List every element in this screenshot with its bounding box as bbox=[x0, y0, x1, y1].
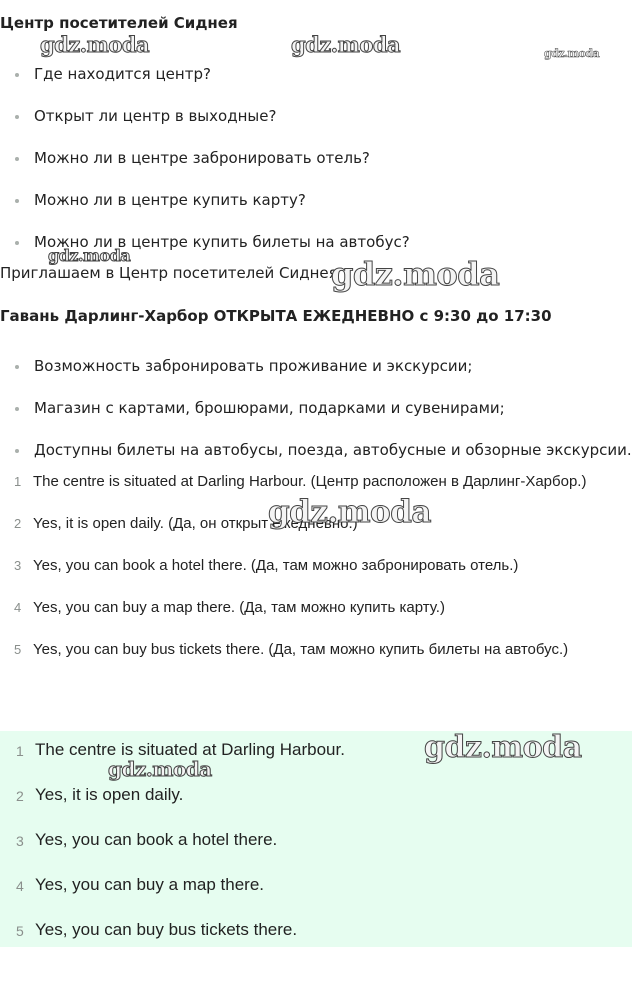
hours-text: Гавань Дарлинг-Харбор ОТКРЫТА ЕЖЕДНЕВНО с 9:30 до 17:30 bbox=[0, 307, 552, 325]
answer-item bbox=[0, 830, 345, 875]
questions-list bbox=[0, 64, 410, 274]
watermark: gdz.moda bbox=[268, 494, 431, 530]
watermark: gdz.moda bbox=[544, 47, 600, 60]
answer-number: 1 bbox=[14, 474, 22, 489]
answer-number: 3 bbox=[16, 833, 24, 849]
list-item: Возможность забронировать проживание и экскурсии; bbox=[0, 356, 632, 398]
list-item: Магазин с картами, брошюрами, подарками и сувенирами; bbox=[0, 398, 632, 440]
answer-item bbox=[0, 875, 345, 920]
answer-text: Yes, you can buy a map there. (Да, там можно купить карту.) bbox=[33, 599, 445, 616]
list-item: Можно ли в центре забронировать отель? bbox=[0, 148, 410, 190]
answer-text: Yes, it is open daily. (Да, он открыт ежедневно.) bbox=[33, 515, 358, 532]
features-list bbox=[0, 356, 632, 482]
answer-text: Yes, you can buy bus tickets there. bbox=[35, 920, 298, 939]
watermark: gdz.moda bbox=[108, 757, 212, 781]
answer-number: 4 bbox=[16, 878, 24, 894]
answer-text: Yes, you can buy bus tickets there. (Да, там можно купить билеты на автобус.) bbox=[33, 641, 569, 658]
page-title: Центр посетителей Сиднея bbox=[0, 14, 238, 32]
list-item: Где находится центр? bbox=[0, 64, 410, 106]
list-item: Можно ли в центре купить карту? bbox=[0, 190, 410, 232]
answer-number: 5 bbox=[14, 642, 22, 657]
watermark: gdz.moda bbox=[48, 246, 131, 265]
answer-number: 5 bbox=[16, 923, 24, 939]
watermark: gdz.moda bbox=[291, 32, 401, 57]
answer-text: Yes, you can book a hotel there. (Да, там можно забронировать отель.) bbox=[33, 557, 519, 574]
watermark: gdz.moda bbox=[40, 32, 150, 57]
answer-number: 3 bbox=[14, 558, 22, 573]
answer-item bbox=[0, 785, 345, 830]
list-item: Открыт ли центр в выходные? bbox=[0, 106, 410, 148]
list-item: Доступны билеты на автобусы, поезда, автобусные и обзорные экскурсии. bbox=[0, 440, 632, 482]
watermark: gdz.moda bbox=[424, 730, 582, 765]
watermark: gdz.moda bbox=[331, 255, 500, 293]
answer-item bbox=[0, 549, 632, 583]
list-item: Можно ли в центре купить билеты на автобус? bbox=[0, 232, 410, 274]
answer-number: 2 bbox=[14, 516, 22, 531]
answer-text: Yes, it is open daily. bbox=[35, 785, 184, 804]
answer-text: Yes, you can buy a map there. bbox=[35, 875, 265, 894]
answer-number: 1 bbox=[16, 743, 24, 759]
answer-text: Yes, you can book a hotel there. bbox=[35, 830, 278, 849]
answer-number: 4 bbox=[14, 600, 22, 615]
answer-item bbox=[0, 633, 632, 667]
answer-text: The centre is situated at Darling Harbour. (Центр расположен в Дарлинг-Харбор.) bbox=[33, 473, 587, 490]
answer-item bbox=[0, 920, 345, 965]
answer-item bbox=[0, 591, 632, 625]
invite-text: Приглашаем в Центр посетителей Сиднея bbox=[0, 264, 338, 282]
answer-number: 2 bbox=[16, 788, 24, 804]
answer-text: The centre is situated at Darling Harbour. bbox=[35, 740, 345, 759]
